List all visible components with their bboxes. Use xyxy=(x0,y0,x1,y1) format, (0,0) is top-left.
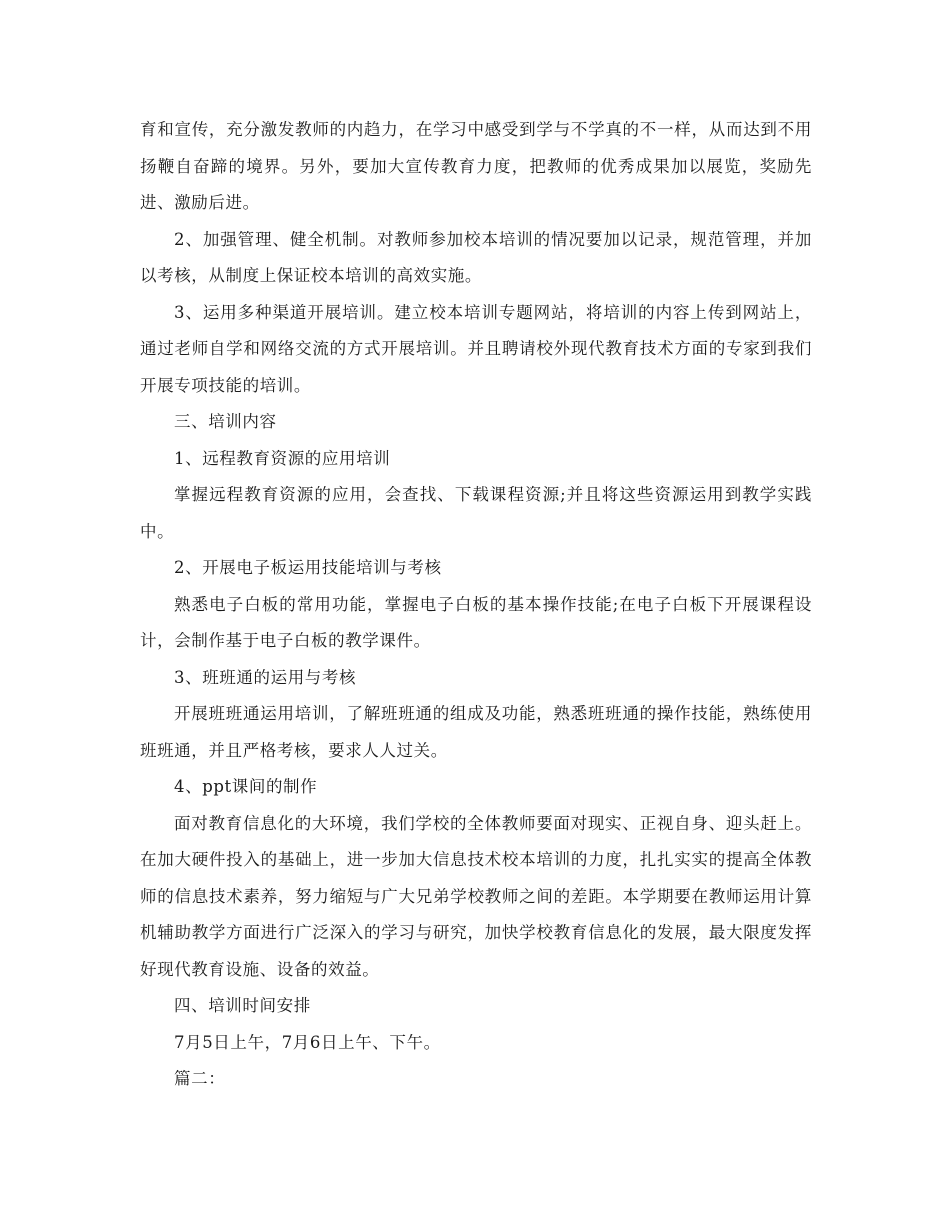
paragraph: 熟悉电子白板的常用功能，掌握电子白板的基本操作技能;在电子白板下开展课程设计，会制作基于电子白板的教学课件。 xyxy=(140,594,812,650)
section-heading: 四、培训时间安排 xyxy=(174,996,311,1015)
paragraph: 育和宣传，充分激发教师的内趋力，在学习中感受到学与不学真的不一样，从而达到不用扬鞭自奋蹄的境界。另外，要加大宣传教育力度，把教师的优秀成果加以展览，奖励先进、激励后进。 xyxy=(140,120,812,212)
paragraph: 开展班班通运用培训，了解班班通的组成及功能，熟悉班班通的操作技能，熟练使用班班通，并且严格考核，要求人人过关。 xyxy=(140,704,812,760)
section-heading: 篇二： xyxy=(174,1069,226,1088)
subheading: 1、远程教育资源的应用培训 xyxy=(174,448,391,468)
section-heading: 三、培训内容 xyxy=(174,412,277,431)
subheading: 3、班班通的运用与考核 xyxy=(174,667,357,687)
paragraph: 掌握远程教育资源的应用，会查找、下载课程资源;并且将这些资源运用到教学实践中。 xyxy=(140,485,812,541)
paragraph: 3、运用多种渠道开展培训。建立校本培训专题网站，将培训的内容上传到网站上，通过老师自学和网络交流的方式开展培训。并且聘请校外现代教育技术方面的专家到我们开展专项技能的培训。 xyxy=(140,302,812,395)
document-body xyxy=(140,112,812,1098)
subheading: 4、ppt课间的制作 xyxy=(174,777,318,796)
paragraph: 2、加强管理、健全机制。对教师参加校本培训的情况要加以记录，规范管理，并加以考核，从制度上保证校本培训的高效实施。 xyxy=(140,229,812,285)
paragraph: 7月5日上午，7月6日上午、下午。 xyxy=(174,1032,441,1052)
paragraph: 面对教育信息化的大环境，我们学校的全体教师要面对现实、正视自身、迎头赶上。在加大硬件投入的基础上，进一步加大信息技术校本培训的力度，扎扎实实的提高全体教师的信息技术素养，努力缩短与广大兄弟学校教师之间的差距。本学期要在教师运用计算机辅助教学方面进行广泛深入的学习与研究，加快学校教育信息化的发展，最大限度发挥好现代教育设施、设备的效益。 xyxy=(140,813,812,979)
subheading: 2、开展电子板运用技能培训与考核 xyxy=(174,558,442,577)
